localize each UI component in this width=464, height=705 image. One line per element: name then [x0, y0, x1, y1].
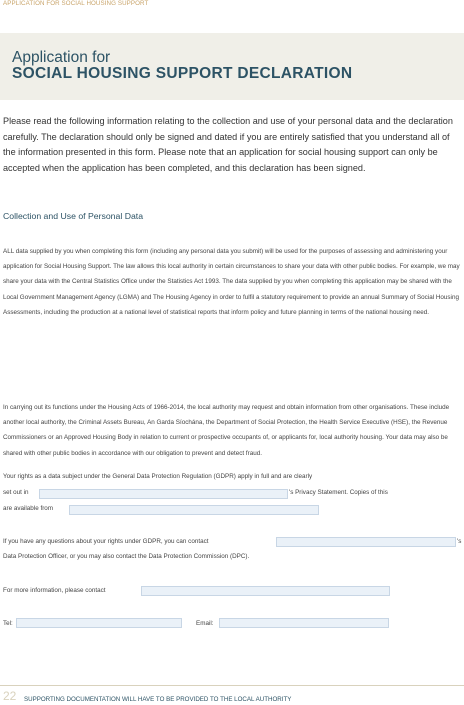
tel-label: Tel: [3, 620, 13, 627]
tel-field[interactable] [16, 618, 182, 628]
rights-line-1: Your rights as a data subject under the General Data Protection Regulation (GDPR) apply in full and are clearly [3, 473, 313, 480]
more-info-contact-field[interactable] [141, 586, 390, 596]
questions-line-2: Data Protection Officer, or you may also contact the Data Protection Commission (DPC). [3, 553, 250, 560]
footer-text: SUPPORTING DOCUMENTATION WILL HAVE TO BE PROVIDED TO THE LOCAL AUTHORITY [24, 696, 292, 703]
contact-authority-field[interactable] [276, 537, 456, 547]
more-info-label: For more information, please contact [3, 587, 106, 594]
rights-line-2-suffix: 's Privacy Statement. Copies of this [289, 489, 388, 496]
page-number: 22 [3, 689, 17, 703]
data-sharing-paragraph: In carrying out its functions under the Housing Acts of 1966-2014, the local authority may request and obtain information from other organisations. These include another local authority, the Criminal Assets Bureau, An Garda Síochána, the Department of Social Protection, the Health Service Executive (HSE), the Revenue Commissioners or an Approved Housing Body in relation to current or prospective occupants of, or applicants for, local authority housing. Your data may also be shared with other public bodies in accordance with our obligation to prevent and detect fraud. [3, 404, 450, 457]
section-title: Collection and Use of Personal Data [3, 211, 144, 221]
email-label: Email: [196, 620, 214, 627]
copies-available-from-field[interactable] [69, 505, 319, 515]
page-title-line2: SOCIAL HOUSING SUPPORT DECLARATION [12, 65, 353, 82]
page-title-line1: Application for [12, 49, 111, 66]
local-authority-name-field[interactable] [39, 489, 288, 499]
email-field[interactable] [219, 618, 389, 628]
questions-line-1-prefix: If you have any questions about your rights under GDPR, you can contact [3, 538, 209, 545]
intro-paragraph: Please read the following information relating to the collection and use of your personal data and the declaration carefully. The declaration should only be signed and dated if you are entirely satisfied that you understand all of the information presented in this form. Please note that an application for social housing support can only be accepted when the application has been completed, and this declaration has been signed. [3, 116, 453, 173]
document-running-header: APPLICATION FOR SOCIAL HOUSING SUPPORT [3, 0, 149, 7]
footer-divider [0, 685, 464, 686]
rights-line-3-prefix: are available from [3, 505, 54, 512]
questions-line-1-suffix: 's [457, 538, 462, 545]
data-use-paragraph: ALL data supplied by you when completing this form (including any personal data you submit) will be used for the purposes of assessing and administering your application for Social Housing Support. The law allows this local authority in certain circumstances to share your data with other public bodies. For example, we may share your data with the Central Statistics Office under the Statistics Act 1993. The data supplied by you when completing this application may be shared with the Local Government Management Agency (LGMA) and The Housing Agency in order to fulfil a statutory requirement to provide an annual Summary of Social Housing Assessments, including the production at a national level of statistical reports that inform policy and future planning in terms of the national housing need. [3, 248, 460, 316]
rights-line-2-prefix: set out in [3, 489, 29, 496]
